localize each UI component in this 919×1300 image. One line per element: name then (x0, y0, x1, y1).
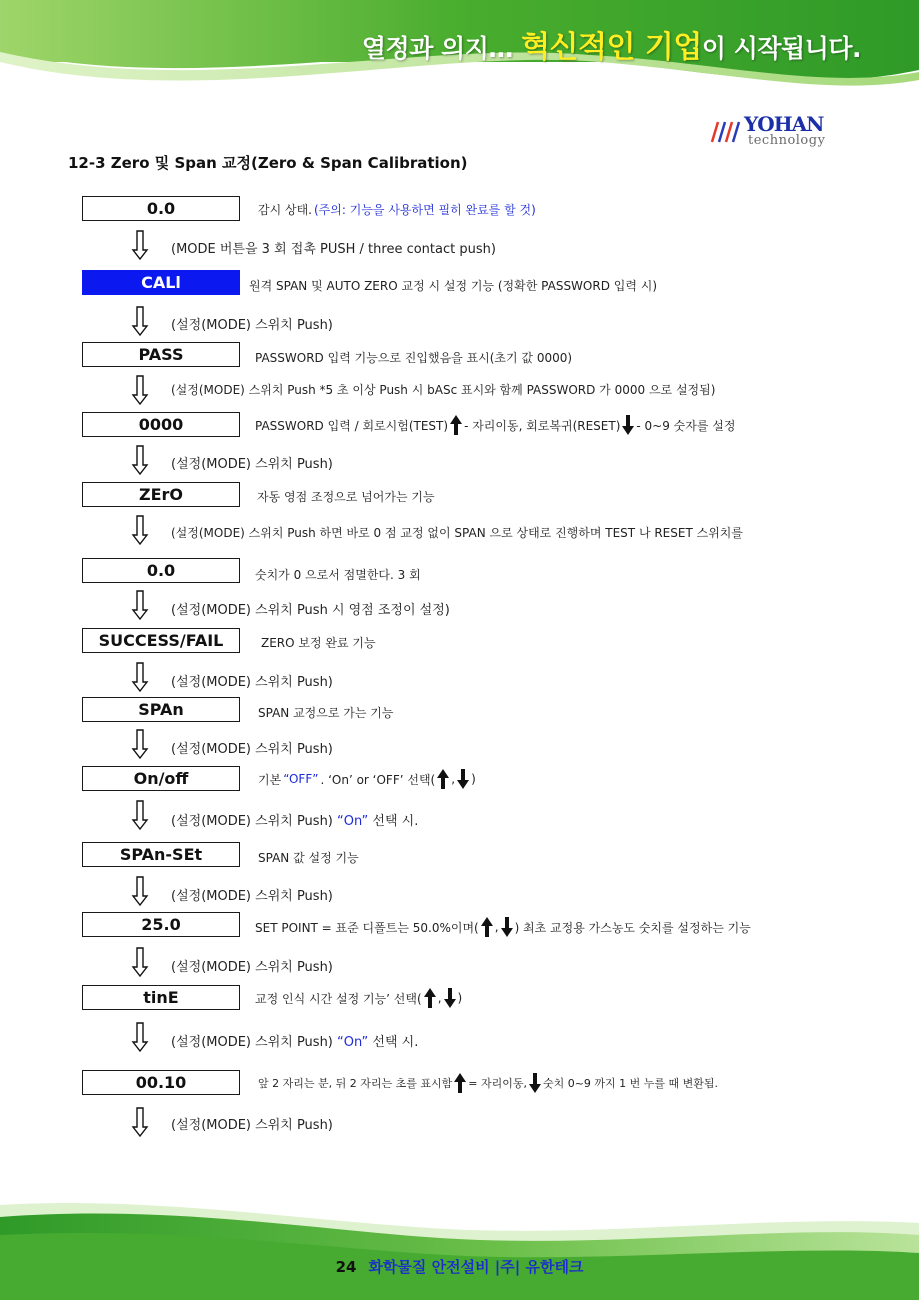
display-box-password: 0000 (82, 412, 240, 437)
footer-company: 화학물질 안전설비 |주| 유한테크 (368, 1258, 584, 1276)
display-box-zero: ZErO (82, 482, 240, 507)
flow-down-arrow-icon (131, 306, 149, 336)
step-note: (MODE 버튼을 3 회 접촉 PUSH / three contact push) (171, 242, 496, 257)
flow-down-arrow-icon (131, 230, 149, 260)
step-note: (설정(MODE) 스위치 Push) (171, 1118, 333, 1133)
down-arrow-icon (622, 415, 634, 435)
flow-down-arrow-icon (131, 662, 149, 692)
display-box-success-fail: SUCCESS/FAIL (82, 628, 240, 653)
display-box-blink: 0.0 (82, 558, 240, 583)
down-arrow-icon (457, 769, 469, 789)
down-arrow-icon (501, 917, 513, 937)
flow-down-arrow-icon (131, 729, 149, 759)
step-note: (설정(MODE) 스위치 Push) (171, 318, 333, 333)
step-note: (설정(MODE) 스위치 Push 하면 바로 0 점 교정 없이 SPAN 으로 상태로 진행하며 TEST 나 RESET 스위치를 (171, 526, 743, 540)
footer-banner (0, 1195, 919, 1300)
step-description: SPAN 교정으로 가는 기능 (258, 706, 394, 720)
step-note: (설정(MODE) 스위치 Push) (171, 675, 333, 690)
header-slogan-highlight: 혁신적인 기업 (521, 30, 702, 65)
up-arrow-icon (481, 917, 493, 937)
step-description: 자동 영점 조정으로 넘어가는 기능 (257, 490, 435, 504)
step-description: ZERO 보정 완료 기능 (261, 636, 376, 650)
display-box-span-set: SPAn-SEt (82, 842, 240, 867)
flow-down-arrow-icon (131, 590, 149, 620)
display-box-time-value: 00.10 (82, 1070, 240, 1095)
up-arrow-icon (437, 769, 449, 789)
step-note: (설정(MODE) 스위치 Push) “On” 선택 시. (171, 814, 419, 829)
down-arrow-icon (529, 1073, 541, 1093)
step-description: 원격 SPAN 및 AUTO ZERO 교정 시 설정 기능 (정확한 PASSWORD 입력 시) (249, 279, 658, 293)
display-box-set-point: 25.0 (82, 912, 240, 937)
step-description: 숫치가 0 으로서 점멸한다. 3 회 (255, 568, 421, 582)
step-description: SET POINT = 표준 디폴트는 50.0%이며( , ) 최초 교정용 가스농도 숫치를 설정하는 기능 (255, 917, 751, 937)
up-arrow-icon (424, 988, 436, 1008)
flow-down-arrow-icon (131, 445, 149, 475)
up-arrow-icon (450, 415, 462, 435)
display-box-on-off: On/off (82, 766, 240, 791)
flow-down-arrow-icon (131, 515, 149, 545)
step-note: (설정(MODE) 스위치 Push) (171, 742, 333, 757)
step-description: 교정 인식 시간 설정 기능’ 선택( , ) (255, 988, 462, 1008)
step-description: 앞 2 자리는 분, 뒤 2 자리는 초를 표시함 = 자리이동, 숫치 0~9 까지 1 번 누를 때 변환됨. (258, 1073, 718, 1093)
display-box-pass: PASS (82, 342, 240, 367)
up-arrow-icon (454, 1073, 466, 1093)
logo-stripes-icon (708, 118, 742, 144)
display-box-monitor: 0.0 (82, 196, 240, 221)
header-slogan: 열정과 의지… 혁신적인 기업이 시작됩니다. (361, 30, 861, 65)
display-box-span: SPAn (82, 697, 240, 722)
flow-down-arrow-icon (131, 1022, 149, 1052)
step-note: (설정(MODE) 스위치 Push) “On” 선택 시. (171, 1035, 419, 1050)
down-arrow-icon (444, 988, 456, 1008)
page-number: 24 (335, 1258, 357, 1276)
step-note: (설정(MODE) 스위치 Push) (171, 457, 333, 472)
logo-wordmark: YOHAN (744, 112, 824, 136)
flow-down-arrow-icon (131, 876, 149, 906)
step-description: 감시 상태. (주의: 기능을 사용하면 필히 완료를 할 것) (258, 203, 536, 217)
step-note: (설정(MODE) 스위치 Push *5 초 이상 Push 시 bASc 표시와 함께 PASSWORD 가 0000 으로 설정됨) (171, 383, 716, 397)
flow-down-arrow-icon (131, 800, 149, 830)
step-description: PASSWORD 입력 기능으로 진입했음을 표시(초기 값 0000) (255, 351, 573, 365)
step-note: (설정(MODE) 스위치 Push) (171, 889, 333, 904)
step-description: SPAN 값 설정 기능 (258, 851, 359, 865)
flow-down-arrow-icon (131, 1107, 149, 1137)
step-note: (설정(MODE) 스위치 Push 시 영점 조정이 설정) (171, 603, 450, 618)
company-logo (708, 112, 850, 152)
display-box-time: tinE (82, 985, 240, 1010)
flow-down-arrow-icon (131, 375, 149, 405)
logo-subtitle: technology (748, 133, 826, 148)
section-title: 12-3 Zero 및 Span 교정(Zero & Span Calibration) (68, 154, 468, 172)
flow-down-arrow-icon (131, 947, 149, 977)
display-box-cali: CALl (82, 270, 240, 295)
step-note: (설정(MODE) 스위치 Push) (171, 960, 333, 975)
step-description: 기본 “OFF” . ‘On’ or ‘OFF’ 선택( , ) (258, 769, 476, 789)
footer-text (0, 1256, 919, 1277)
step-description: PASSWORD 입력 / 회로시험(TEST) - 자리이동, 회로복귀(RESET) - 0~9 숫자를 설정 (255, 415, 735, 435)
